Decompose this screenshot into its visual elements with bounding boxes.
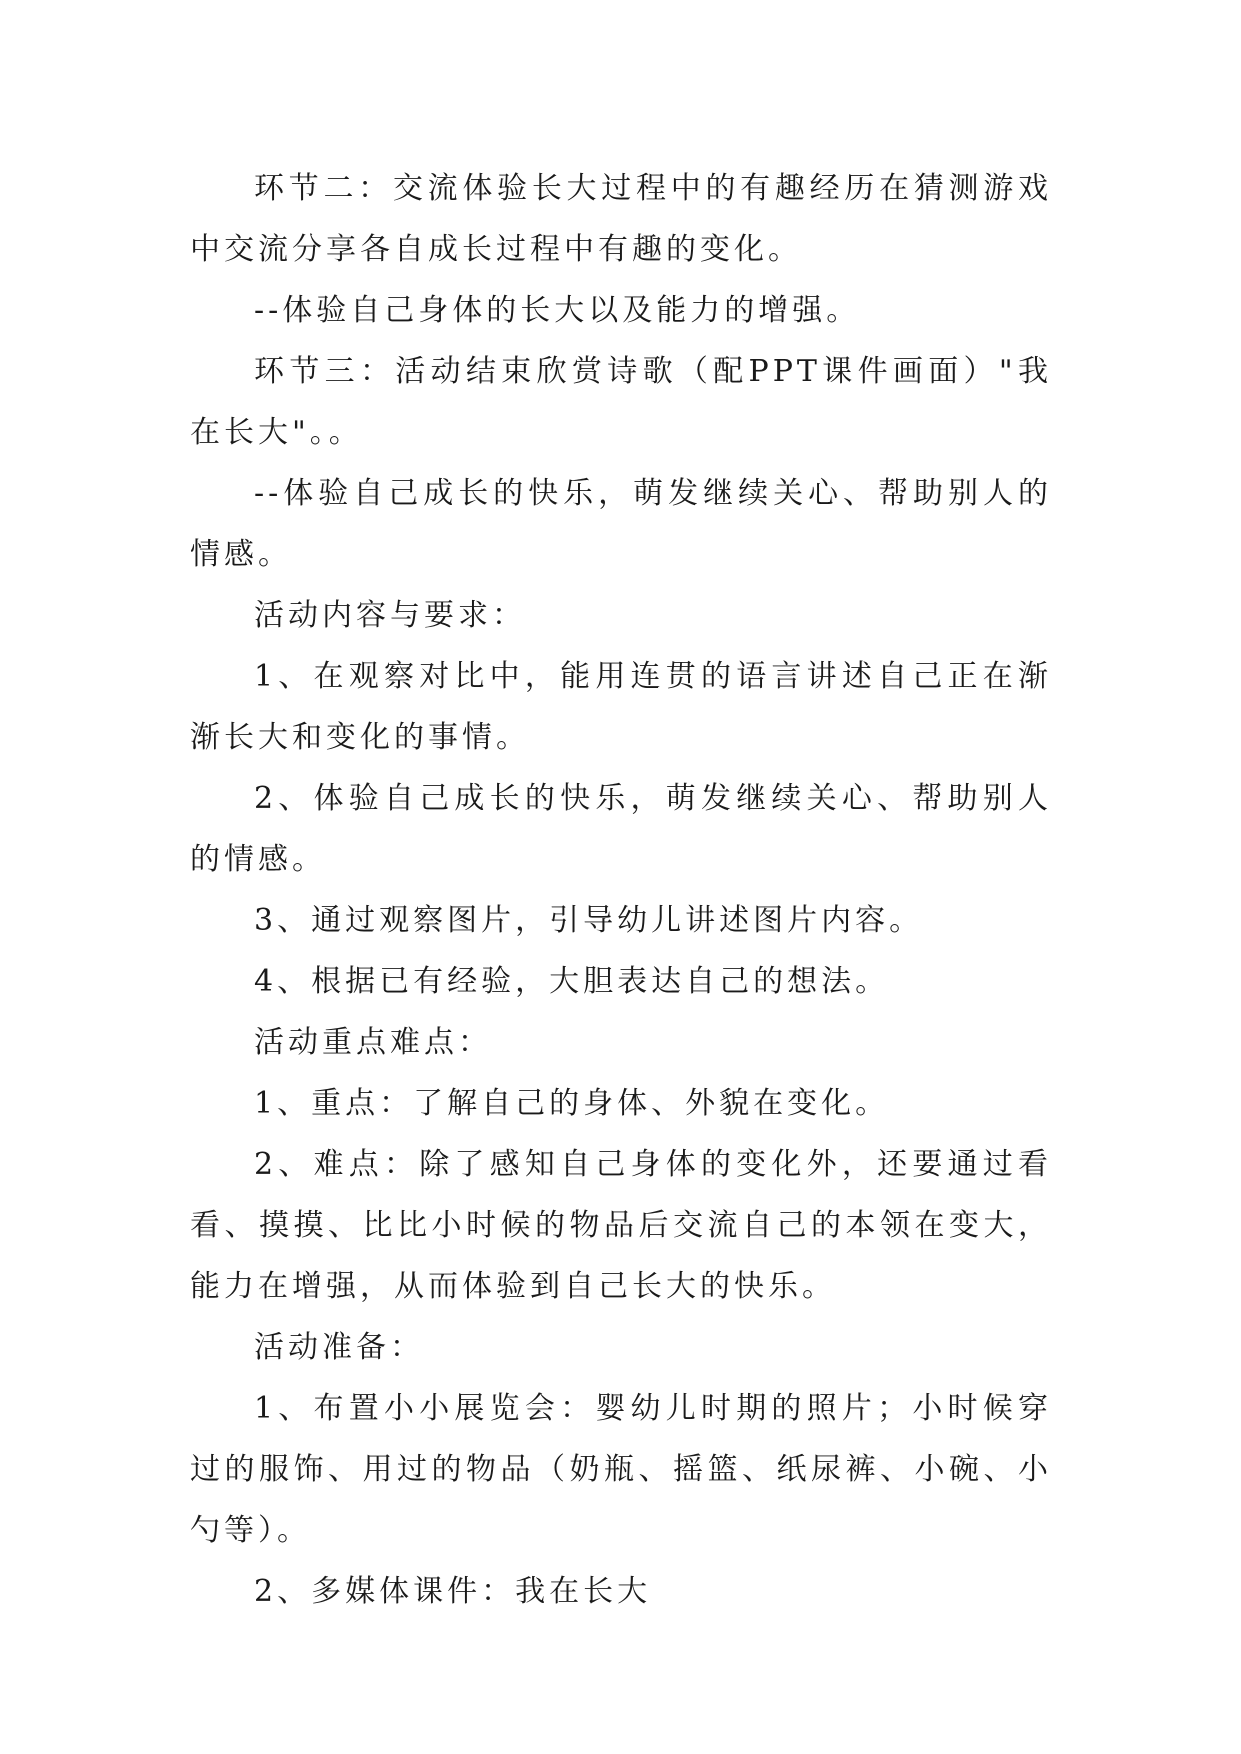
paragraph-step-two: 环节二：交流体验长大过程中的有趣经历在猜测游戏中交流分享各自成长过程中有趣的变化。 [190, 171, 1052, 267]
paragraph-step-three: 环节三：活动结束欣赏诗歌（配PPT课件画面）"我在长大"。。 [190, 354, 1052, 450]
paragraph-step-three-goal: --体验自己成长的快乐，萌发继续关心、帮助别人的情感。 [190, 476, 1052, 572]
heading-key-points: 活动重点难点： [254, 1025, 492, 1060]
list-item-difficulty: 2、难点：除了感知自己身体的变化外，还要通过看看、摸摸、比比小时候的物品后交流自己的本领在变大，能力在增强，从而体验到自己长大的快乐。 [190, 1147, 1052, 1304]
list-item-preparation-1: 1、布置小小展览会：婴幼儿时期的照片；小时候穿过的服饰、用过的物品（奶瓶、摇篮、纸尿裤、小碗、小勺等）。 [190, 1391, 1052, 1548]
list-item-requirement-1: 1、在观察对比中，能用连贯的语言讲述自己正在渐渐长大和变化的事情。 [190, 659, 1052, 755]
list-item-requirement-4: 4、根据已有经验，大胆表达自己的想法。 [254, 964, 890, 999]
list-item-requirement-2: 2、体验自己成长的快乐，萌发继续关心、帮助别人的情感。 [190, 781, 1052, 877]
heading-content-requirements: 活动内容与要求： [254, 598, 526, 633]
list-item-preparation-2: 2、多媒体课件：我在长大 [254, 1574, 652, 1609]
paragraph-step-two-goal: --体验自己身体的长大以及能力的增强。 [254, 293, 861, 328]
document-body [190, 158, 1052, 1622]
list-item-key-point: 1、重点：了解自己的身体、外貌在变化。 [254, 1086, 890, 1121]
heading-preparation: 活动准备： [254, 1330, 424, 1365]
list-item-requirement-3: 3、通过观察图片，引导幼儿讲述图片内容。 [254, 903, 924, 938]
